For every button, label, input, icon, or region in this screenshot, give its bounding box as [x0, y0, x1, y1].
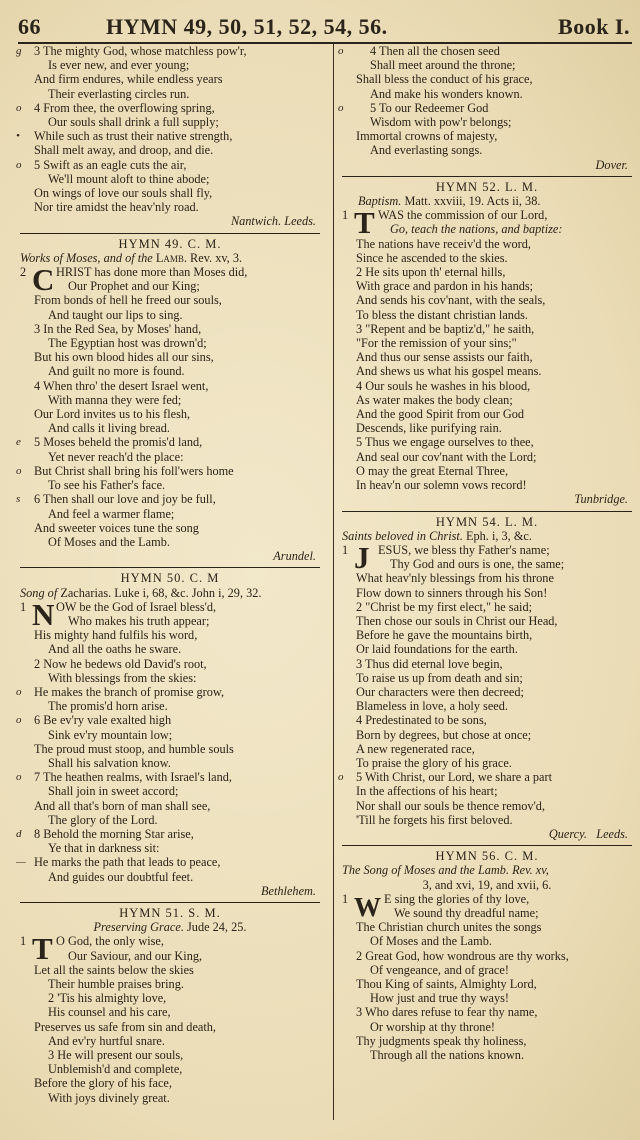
- verse-line: Shall his salvation know.: [48, 755, 171, 770]
- verse-line: And all the oaths he sware.: [48, 642, 182, 657]
- verse-line: And everlasting songs.: [370, 143, 483, 158]
- verse-line: 3 He will present our souls,: [48, 1048, 184, 1063]
- verse-line: Before the glory of his face,: [34, 1076, 172, 1091]
- verse-line: Then chose our souls in Christ our Head,: [356, 613, 558, 628]
- hymn-56-subtitle: The Song of Moses and the Lamb. Rev. xv,: [342, 863, 549, 878]
- verse-line: Unblemish'd and complete,: [48, 1062, 183, 1077]
- page-number: 66: [18, 14, 41, 39]
- drop-cap: N: [32, 596, 55, 632]
- hymn-52-first-verse: 1 T WAS the commission of our Lord, Go, teach the nations, and baptize:: [342, 205, 563, 241]
- hymn-52-title: HYMN 52. L. M.: [342, 176, 632, 194]
- verse-line: g 3 The mighty God, whose matchless pow'r,: [16, 44, 247, 58]
- verse-line: And firm endures, while endless years: [34, 72, 223, 87]
- hymn-49-first-verse: 2 C HRIST has done more than Moses did, Our Prophet and our King;: [20, 262, 248, 298]
- hymn-54-first-verse: 1 J ESUS, we bless thy Father's name; Thy God and ours is one, the same;: [342, 539, 565, 575]
- drop-cap: W: [354, 891, 381, 922]
- tune-names: Quercy. Leeds.: [548, 826, 628, 841]
- hymn-51-lines: [20, 963, 320, 1105]
- hymn-51-first-verse: 1 T O God, the only wise, Our Saviour, and our King,: [20, 931, 203, 967]
- verse-line: o 7 The heathen realms, with Israel's land,: [16, 770, 232, 785]
- verse-line: We'll mount aloft to thine abode;: [48, 171, 210, 186]
- hymn-56-first-verse: 1 W E sing the glories of thy love, We sound thy dreadful name;: [342, 891, 539, 922]
- verse-line: Our souls shall drink a full supply;: [48, 115, 219, 130]
- verse-line: • While such as trust their native strength,: [16, 129, 233, 144]
- verse-line: o 5 To our Redeemer God: [338, 100, 489, 115]
- verse-line: As water makes the body clean;: [356, 392, 513, 407]
- verse-line: Ye that in darkness sit:: [48, 841, 160, 856]
- hymn-54-lines: [338, 571, 632, 827]
- verse-line: On wings of love our souls shall fly,: [34, 186, 213, 201]
- verse-line: To praise the glory of his grace.: [356, 755, 512, 770]
- verse-line: 3 In the Red Sea, by Moses' hand,: [34, 321, 202, 336]
- continued-hymn-lines: [338, 44, 632, 158]
- verse-line: To bless the distant christian lands.: [356, 307, 528, 322]
- verse-line: — He marks the path that leads to peace,: [16, 855, 221, 870]
- verse-line: 2 Great God, how wondrous are thy works,: [356, 948, 569, 963]
- verse-line: Of Moses and the Lamb.: [48, 534, 170, 549]
- hymn-54-subtitle: Saints beloved in Christ. Eph. i, 3, &c.: [342, 528, 532, 543]
- verse-line: And shews us what his gospel means.: [356, 364, 542, 379]
- verse-line: His counsel and his care,: [48, 1005, 171, 1020]
- verse-line: Thou King of saints, Almighty Lord,: [356, 977, 537, 991]
- verse-line: 3 Who dares refuse to fear thy name,: [356, 1005, 538, 1020]
- verse-line: And thus our sense assists our faith,: [356, 350, 533, 365]
- verse-line: And feel a warmer flame;: [48, 506, 175, 521]
- verse-line: 4 When thro' the desert Israel went,: [34, 378, 209, 393]
- verse-line: Through all the nations known.: [370, 1048, 525, 1063]
- verse-line: Our characters were then decreed;: [356, 684, 524, 699]
- verse-line: With blessings from the skies:: [48, 670, 197, 685]
- hymn-50-subtitle: Song of Zacharias. Luke i, 68, &c. John i, 29, 32.: [20, 585, 262, 600]
- verse-line: The proud must stoop, and humble souls: [34, 741, 234, 756]
- verse-line: Of Moses and the Lamb.: [370, 934, 492, 949]
- verse-line: Before he gave the mountains birth,: [356, 628, 533, 643]
- drop-cap: C: [32, 262, 55, 298]
- verse-line: Descends, like purifying rain.: [356, 421, 502, 436]
- tune-name: Nantwich. Leeds.: [230, 214, 316, 229]
- verse-line: In the affections of his heart;: [356, 784, 498, 799]
- verse-line: And the good Spirit from our God: [356, 407, 525, 422]
- verse-line: And seal our cov'nant with the Lord;: [356, 449, 537, 464]
- verse-line: 2 "Christ be my first elect," he said;: [356, 599, 533, 614]
- verse-line: "For the remission of your sins;": [356, 336, 517, 351]
- verse-line: With grace and pardon in his hands;: [356, 279, 534, 294]
- verse-line: o 4 From thee, the overflowing spring,: [16, 100, 215, 115]
- verse-line: How just and true thy ways!: [370, 991, 510, 1006]
- hymn-54-title: HYMN 54. L. M.: [342, 511, 632, 529]
- verse-line: To raise us up from death and sin;: [356, 670, 523, 685]
- verse-line: o 4 Then all the chosen seed: [338, 44, 500, 58]
- verse-line: o But Christ shall bring his foll'wers home: [16, 463, 234, 478]
- verse-line: In heav'n our solemn vows record!: [356, 478, 527, 493]
- verse-line: Shall melt away, and droop, and die.: [34, 143, 214, 158]
- hymn-56-lines: [342, 920, 632, 1062]
- verse-line: o 6 Be ev'ry vale exalted high: [16, 713, 172, 728]
- verse-line: Or worship at thy throne!: [370, 1019, 495, 1034]
- verse-line: O may the great Eternal Three,: [356, 463, 509, 478]
- verse-line: Our Lord invites us to his flesh,: [34, 407, 191, 422]
- verse-line: Since he ascended to the skies.: [356, 250, 508, 265]
- verse-line: The glory of the Lord.: [48, 812, 158, 827]
- verse-line: His mighty hand fulfils his word,: [34, 628, 198, 643]
- verse-line: Wisdom with pow'r belongs;: [370, 115, 512, 130]
- verse-line: Immortal crowns of majesty,: [356, 129, 498, 144]
- verse-line: Shall meet around the throne;: [370, 58, 516, 73]
- verse-line: 2 He sits upon th' eternal hills,: [356, 265, 506, 280]
- hymn-49-title: HYMN 49. C. M.: [20, 233, 320, 251]
- verse-line: Flow down to sinners through his Son!: [356, 585, 548, 600]
- hymn-51-title: HYMN 51. S. M.: [20, 902, 320, 920]
- hymn-49-subtitle: Works of Moses, and of the Lamb. Rev. xv, 3.: [20, 250, 243, 265]
- verse-line: A new regenerated race,: [356, 741, 475, 756]
- verse-line: And make his wonders known.: [370, 86, 523, 101]
- hymn-50-first-verse: 1 N OW be the God of Israel bless'd, Who makes his truth appear;: [20, 596, 217, 632]
- verse-line: 4 Our souls he washes in his blood,: [356, 378, 531, 393]
- verse-line: From bonds of hell he freed our souls,: [34, 293, 222, 308]
- verse-line: 'Till he forgets his first beloved.: [356, 812, 513, 827]
- verse-line: With manna they were fed;: [48, 392, 182, 407]
- hymn-50-title: HYMN 50. C. M: [20, 567, 320, 585]
- hymn-56-subtitle-2: 3, and xvi, 19, and xvii, 6.: [422, 877, 552, 892]
- hymn-52-subtitle: Baptism. Matt. xxviii, 19. Acts ii, 38.: [358, 194, 541, 209]
- book-label: Book I.: [558, 14, 630, 39]
- verse-line: The promis'd horn arise.: [48, 699, 168, 714]
- verse-line: o 5 Swift as an eagle cuts the air,: [16, 157, 187, 172]
- verse-line: And sends his cov'nant, with the seals,: [356, 293, 546, 308]
- verse-line: Let all the saints below the skies: [34, 962, 194, 977]
- verse-line: s 6 Then shall our love and joy be full,: [16, 492, 216, 507]
- verse-line: Sink ev'ry mountain low;: [48, 727, 173, 742]
- verse-line: And calls it living bread.: [48, 421, 170, 436]
- drop-cap: T: [32, 931, 53, 967]
- verse-line: Yet never reach'd the place:: [48, 449, 184, 464]
- page-header: [18, 14, 630, 40]
- hymn-50-lines: [16, 628, 320, 884]
- verse-line: And sweeter voices tune the song: [34, 520, 199, 535]
- verse-line: But his own blood hides all our sins,: [34, 350, 214, 365]
- verse-line: o He makes the branch of promise grow,: [16, 684, 225, 699]
- verse-line: Or laid foundations for the earth.: [356, 642, 518, 657]
- tune-name: Dover.: [595, 157, 628, 172]
- verse-line: Shall bless the conduct of his grace,: [356, 72, 533, 87]
- verse-line: Shall join in sweet accord;: [48, 784, 179, 799]
- hymn-56-title: HYMN 56. C. M.: [342, 845, 632, 863]
- verse-line: Their humble praises bring.: [48, 977, 184, 991]
- verse-line: 2 'Tis his almighty love,: [48, 991, 167, 1006]
- verse-line: e 5 Moses beheld the promis'd land,: [16, 435, 203, 450]
- hymn-52-lines: [342, 237, 632, 493]
- verse-line: And guilt no more is found.: [48, 364, 185, 379]
- column-divider: [333, 44, 334, 1120]
- verse-line: And ev'ry hurtful snare.: [48, 1033, 165, 1048]
- running-title: HYMN 49, 50, 51, 52, 54, 56.: [106, 14, 388, 39]
- verse-line: Born by degrees, but chose at once;: [356, 727, 532, 742]
- tune-name: Arundel.: [273, 549, 316, 564]
- verse-line: Their everlasting circles run.: [48, 86, 190, 101]
- verse-line: d 8 Behold the morning Star arise,: [16, 826, 194, 841]
- verse-line: What heav'nly blessings from his throne: [356, 571, 554, 586]
- verse-line: o 5 With Christ, our Lord, we share a part: [338, 770, 552, 785]
- verse-line: The Egyptian host was drown'd;: [48, 336, 207, 351]
- tune-name: Tunbridge.: [574, 492, 628, 507]
- verse-line: Nor shall our souls be thence remov'd,: [356, 798, 546, 813]
- hymn-49-lines: [16, 293, 320, 549]
- hymn-51-subtitle: Preserving Grace. Jude 24, 25.: [93, 920, 247, 935]
- verse-line: And guides our doubtful feet.: [48, 869, 194, 884]
- verse-line: Is ever new, and ever young;: [48, 58, 190, 73]
- verse-line: 2 Now he bedews old David's root,: [34, 656, 207, 671]
- tune-name: Bethlehem.: [261, 883, 316, 898]
- verse-line: 3 Thus did eternal love begin,: [356, 656, 503, 671]
- prev-hymn-lines: [16, 44, 320, 215]
- verse-line: The nations have receiv'd the word,: [356, 236, 531, 251]
- verse-line: 5 Thus we engage ourselves to thee,: [356, 435, 534, 450]
- verse-line: With joys divinely great.: [48, 1090, 170, 1105]
- drop-cap: J: [354, 539, 370, 575]
- verse-line: Preserves us safe from sin and death,: [34, 1019, 217, 1034]
- verse-line: And taught our lips to sing.: [48, 307, 183, 322]
- verse-line: The Christian church unites the songs: [356, 920, 542, 935]
- verse-line: Thy judgments speak thy holiness,: [356, 1033, 527, 1048]
- verse-line: 4 Predestinated to be sons,: [356, 713, 487, 728]
- drop-cap: T: [354, 205, 375, 241]
- verse-line: Blameless in love, a holy seed.: [356, 699, 508, 714]
- verse-line: 3 "Repent and be baptiz'd," he saith,: [356, 321, 535, 336]
- right-column: [338, 44, 632, 1063]
- verse-line: To see his Father's face.: [48, 478, 166, 493]
- verse-line: Nor tire amidst the heav'nly road.: [34, 200, 199, 215]
- verse-line: And all that's born of man shall see,: [34, 798, 211, 813]
- verse-line: Of vengeance, and of grace!: [370, 962, 509, 977]
- left-column: [16, 44, 320, 1105]
